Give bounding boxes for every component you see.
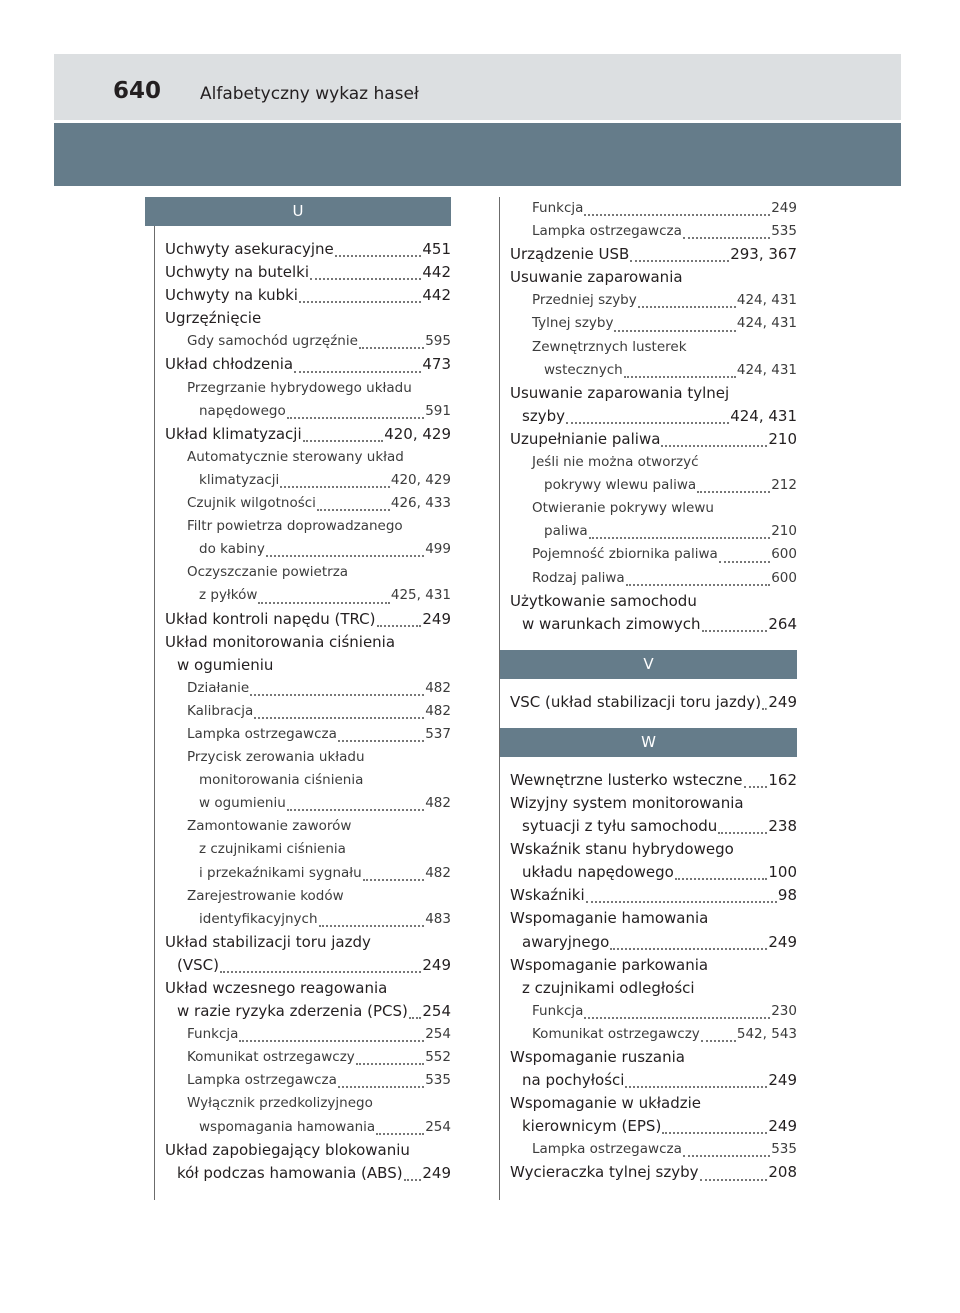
index-entry-term: Wewnętrzne lusterko wsteczne xyxy=(510,770,743,789)
dot-leader xyxy=(700,1179,768,1181)
dot-leader xyxy=(626,584,771,586)
index-entry-term: w warunkach zimowych xyxy=(522,614,701,633)
index-entry-term: Komunikat ostrzegawczy xyxy=(532,1025,700,1042)
index-entry-term: Wycieraczka tylnej szyby xyxy=(510,1163,699,1182)
index-entry-term: Użytkowanie samochodu xyxy=(510,591,697,610)
index-entry-term: Przegrzanie hybrydowego układu xyxy=(187,379,412,396)
dot-leader xyxy=(614,330,735,332)
dot-leader xyxy=(719,561,770,563)
index-entry-page: 542, 543 xyxy=(736,1025,797,1042)
dot-leader xyxy=(589,537,771,539)
index-entry-page: 600 xyxy=(771,546,797,563)
index-entry-term: w razie ryzyka zderzenia (PCS) xyxy=(177,1002,408,1021)
index-entry xyxy=(510,792,797,815)
index-entry-page: 535 xyxy=(425,1072,451,1089)
index-entry-term: Układ chłodzenia xyxy=(165,355,294,374)
index-entry-page: 100 xyxy=(768,863,797,882)
dot-leader xyxy=(409,1017,421,1019)
index-entry xyxy=(165,469,451,492)
index-entry-term: Układ wczesnego reagowania xyxy=(165,979,388,997)
index-entry-term: w ogumieniu xyxy=(199,795,286,812)
index-entry xyxy=(165,608,451,631)
dot-leader xyxy=(363,879,425,881)
index-entry-term: (VSC) xyxy=(177,955,219,974)
index-entry-page: 249 xyxy=(768,1117,797,1136)
index-entry-page: 210 xyxy=(768,429,797,448)
index-entry xyxy=(510,220,797,243)
index-entry-page: 249 xyxy=(422,1163,451,1182)
section-letter-w: W xyxy=(500,728,797,757)
index-entry xyxy=(510,336,797,359)
index-entry-page: 238 xyxy=(768,817,797,836)
index-entry-page: 442 xyxy=(422,286,451,305)
index-entry-term: Uchwyty na kubki xyxy=(165,286,298,305)
dot-leader xyxy=(287,417,425,419)
index-entry-term: klimatyzacji xyxy=(199,471,280,488)
index-entry-term: Funkcja xyxy=(187,1026,239,1043)
index-entry xyxy=(165,561,451,584)
index-entry-page: 208 xyxy=(768,1163,797,1182)
index-entry xyxy=(510,520,797,543)
index-entry xyxy=(165,1116,451,1139)
index-entry xyxy=(165,1162,451,1185)
dot-leader xyxy=(584,1017,770,1019)
index-entry xyxy=(510,359,797,382)
index-entry xyxy=(510,954,797,977)
dot-leader xyxy=(239,1040,424,1042)
dot-leader xyxy=(258,602,389,604)
index-entry-page: 249 xyxy=(422,609,451,628)
index-entry xyxy=(165,723,451,746)
dot-leader xyxy=(697,491,770,493)
index-entry-term: Wyłącznik przedkolizyjnego xyxy=(187,1095,373,1112)
index-entry-term: z czujnikami odległości xyxy=(522,978,695,997)
index-entry xyxy=(165,838,451,861)
index-entry-page: 442 xyxy=(422,263,451,282)
index-entry-page: 249 xyxy=(768,932,797,951)
index-entry xyxy=(510,1092,797,1115)
index-entry xyxy=(510,428,797,451)
index-entry xyxy=(165,1069,451,1092)
index-entry xyxy=(510,815,797,838)
index-list-u xyxy=(155,238,451,1185)
index-entry xyxy=(510,884,797,907)
index-entry-term: Urządzenie USB xyxy=(510,245,630,264)
dot-leader xyxy=(294,371,421,373)
index-entry-term: wspomagania hamowania xyxy=(199,1118,376,1135)
index-list-v xyxy=(500,691,797,714)
index-entry-term: Filtr powietrza doprowadzanego xyxy=(187,518,403,535)
index-entry-page: 483 xyxy=(425,910,451,927)
dot-leader xyxy=(377,625,422,627)
index-entry-page: 535 xyxy=(771,223,797,240)
index-entry-term: Automatycznie sterowany układ xyxy=(187,448,404,465)
index-entry xyxy=(510,405,797,428)
index-entry-term: Ugrzęźnięcie xyxy=(165,309,262,328)
index-entry-page: 249 xyxy=(768,692,797,711)
index-entry-term: Układ zapobiegający blokowaniu xyxy=(165,1140,410,1159)
index-entry-term: Lampka ostrzegawcza xyxy=(187,1072,337,1089)
dot-leader xyxy=(584,214,770,216)
index-entry-term: Układ kontroli napędu (TRC) xyxy=(165,609,376,628)
index-entry xyxy=(165,584,451,607)
index-entry-page: 473 xyxy=(422,355,451,374)
index-entry-page: 420, 429 xyxy=(390,471,451,488)
dot-leader xyxy=(661,445,767,447)
index-entry-page: 600 xyxy=(771,569,797,586)
index-entry-page: 254 xyxy=(425,1026,451,1043)
index-entry-page: 210 xyxy=(771,523,797,540)
index-entry xyxy=(165,1000,451,1023)
index-entry-page: 424, 431 xyxy=(730,406,797,425)
index-entry xyxy=(510,907,797,930)
index-entry xyxy=(510,977,797,1000)
index-entry-page: 424, 431 xyxy=(736,292,797,309)
index-column-right xyxy=(499,197,797,1200)
index-entry-term: VSC (układ stabilizacji toru jazdy) xyxy=(510,692,762,711)
index-entry xyxy=(165,862,451,885)
index-entry xyxy=(510,382,797,405)
dot-leader xyxy=(359,347,424,349)
index-entry-page: 595 xyxy=(425,333,451,350)
index-entry-term: Przycisk zerowania układu xyxy=(187,749,365,766)
index-entry-term: Zamontowanie zaworów xyxy=(187,818,352,835)
index-entry-page: 591 xyxy=(425,402,451,419)
index-entry-term: szyby xyxy=(522,406,565,425)
index-entry-page: 293, 367 xyxy=(730,245,797,264)
index-entry xyxy=(165,746,451,769)
index-entry xyxy=(510,289,797,312)
index-entry xyxy=(510,543,797,566)
dot-leader xyxy=(675,878,768,880)
index-entry-term: Komunikat ostrzegawczy xyxy=(187,1049,355,1066)
index-entry-term: Kalibracja xyxy=(187,702,254,719)
index-entry xyxy=(165,492,451,515)
dot-leader xyxy=(586,901,777,903)
index-entry xyxy=(510,769,797,792)
index-entry xyxy=(165,353,451,376)
index-entry xyxy=(165,446,451,469)
dot-leader xyxy=(266,555,424,557)
index-entry xyxy=(510,613,797,636)
dot-leader xyxy=(683,237,770,239)
index-entry-term: do kabiny xyxy=(199,541,265,558)
dot-leader xyxy=(662,1132,767,1134)
index-entry xyxy=(510,497,797,520)
index-entry xyxy=(165,631,451,654)
index-entry-page: 98 xyxy=(777,886,797,905)
index-entry-term: wstecznych xyxy=(544,361,623,378)
index-entry-page: 212 xyxy=(771,477,797,494)
dot-leader xyxy=(250,694,424,696)
index-entry-term: Oczyszczanie powietrza xyxy=(187,564,349,581)
index-entry-page: 162 xyxy=(768,770,797,789)
index-entry xyxy=(510,1069,797,1092)
index-entry xyxy=(165,307,451,330)
index-entry xyxy=(510,1023,797,1046)
dot-leader xyxy=(356,1063,424,1065)
dot-leader xyxy=(683,1155,770,1157)
index-entry-term: kół podczas hamowania (ABS) xyxy=(177,1163,403,1182)
index-entry xyxy=(510,474,797,497)
dot-leader xyxy=(317,509,390,511)
index-entry-term: awaryjnego xyxy=(522,932,610,951)
index-entry xyxy=(510,1138,797,1161)
page-title: Alfabetyczny wykaz haseł xyxy=(200,84,419,104)
index-entry-term: Uchwyty asekuracyjne xyxy=(165,240,334,258)
index-entry xyxy=(510,838,797,861)
index-entry xyxy=(165,1046,451,1069)
index-entry-term: sytuacji z tyłu samochodu xyxy=(522,817,718,836)
index-entry-page: 249 xyxy=(768,1071,797,1090)
index-entry xyxy=(510,861,797,884)
index-entry-term: Uzupełnianie paliwa xyxy=(510,429,661,448)
index-entry-term: Lampka ostrzegawcza xyxy=(532,223,682,240)
index-entry xyxy=(165,284,451,307)
index-entry-term: Wspomaganie hamowania xyxy=(510,909,709,928)
index-entry-page: 482 xyxy=(425,702,451,719)
index-entry-term: Funkcja xyxy=(532,1002,584,1019)
dot-leader xyxy=(335,255,422,257)
dot-leader xyxy=(404,1179,422,1181)
index-entry-term: na pochyłości xyxy=(522,1071,625,1090)
index-entry xyxy=(165,515,451,538)
index-entry xyxy=(165,400,451,423)
index-entry-page: 230 xyxy=(771,1002,797,1019)
index-entry-page: 424, 431 xyxy=(736,315,797,332)
index-entry-term: identyfikacyjnych xyxy=(199,910,318,927)
index-entry-term: Układ stabilizacji toru jazdy xyxy=(165,932,371,951)
index-entry-term: Wskaźniki xyxy=(510,886,585,905)
index-entry-term: Układ klimatyzacji xyxy=(165,424,302,443)
dot-leader xyxy=(303,440,384,442)
index-entry-term: napędowego xyxy=(199,402,286,419)
index-entry-term: kierownicym (EPS) xyxy=(522,1117,662,1136)
index-entry-term: Pojemność zbiornika paliwa xyxy=(532,546,718,563)
index-entry xyxy=(510,1046,797,1069)
dot-leader xyxy=(254,717,424,719)
index-entry xyxy=(165,954,451,977)
dot-leader xyxy=(630,260,729,262)
index-entry-term: Jeśli nie można otworzyć xyxy=(532,454,699,471)
index-entry-term: układu napędowego xyxy=(522,863,674,882)
index-entry-term: Otwieranie pokrywy wlewu xyxy=(532,500,714,517)
header-band xyxy=(54,54,901,120)
section-letter-v: V xyxy=(500,650,797,679)
index-entry xyxy=(510,312,797,335)
index-entry-term: Funkcja xyxy=(532,200,584,216)
index-entry-term: Lampka ostrzegawcza xyxy=(532,1141,682,1158)
dot-leader xyxy=(319,925,425,927)
index-entry xyxy=(165,261,451,284)
index-entry-page: 535 xyxy=(771,1141,797,1158)
index-entry-term: Tylnej szyby xyxy=(532,315,614,332)
index-entry-page: 425, 431 xyxy=(390,587,451,604)
dot-leader xyxy=(287,809,424,811)
index-entry-term: Wspomaganie ruszania xyxy=(510,1048,685,1066)
index-entry-term: w ogumieniu xyxy=(177,655,274,674)
page-number: 640 xyxy=(113,78,162,104)
index-entry-page: 426, 433 xyxy=(390,495,451,512)
dot-leader xyxy=(638,306,736,308)
index-entry-term: Uchwyty na butelki xyxy=(165,263,310,282)
index-entry-term: monitorowania ciśnienia xyxy=(199,772,364,789)
index-entry-term: Wspomaganie parkowania xyxy=(510,955,709,974)
index-entry xyxy=(510,451,797,474)
index-entry xyxy=(165,977,451,1000)
index-entry xyxy=(165,377,451,400)
dot-leader xyxy=(338,1086,424,1088)
index-entry-term: Wskaźnik stanu hybrydowego xyxy=(510,840,734,859)
index-entry xyxy=(165,885,451,908)
index-entry-term: Zarejestrowanie kodów xyxy=(187,887,344,904)
index-entry xyxy=(165,677,451,700)
index-entry xyxy=(165,1139,451,1162)
index-entry-page: 482 xyxy=(425,864,451,881)
index-entry xyxy=(165,654,451,677)
index-entry-term: Usuwanie zaparowania xyxy=(510,268,683,287)
index-entry xyxy=(165,931,451,954)
index-column-left xyxy=(154,197,451,1200)
index-list-u-cont xyxy=(500,197,797,636)
index-entry xyxy=(510,691,797,714)
index-entry-term: Gdy samochód ugrzęźnie xyxy=(187,333,358,350)
index-entry xyxy=(165,908,451,931)
index-entry-page: 499 xyxy=(425,541,451,558)
index-entry xyxy=(510,243,797,266)
index-entry-page: 249 xyxy=(422,955,451,974)
dot-leader xyxy=(744,786,768,788)
index-entry xyxy=(510,1115,797,1138)
index-entry xyxy=(510,931,797,954)
dot-leader xyxy=(625,1086,767,1088)
index-entry-page: 254 xyxy=(425,1118,451,1135)
index-entry-term: Zewnętrznych lusterek xyxy=(532,338,687,355)
index-entry xyxy=(165,330,451,353)
index-entry xyxy=(165,792,451,815)
index-entry-term: Działanie xyxy=(187,679,250,696)
index-entry-term: Przedniej szyby xyxy=(532,292,637,309)
index-entry xyxy=(165,769,451,792)
index-list-w xyxy=(500,769,797,1185)
index-entry xyxy=(510,266,797,289)
index-entry xyxy=(165,700,451,723)
index-entry-term: Wizyjny system monitorowania xyxy=(510,793,744,812)
index-entry-term: Lampka ostrzegawcza xyxy=(187,725,337,742)
dot-leader xyxy=(566,422,729,424)
index-entry xyxy=(165,1092,451,1115)
index-entry-term: i przekaźnikami sygnału xyxy=(199,864,362,881)
dot-leader xyxy=(376,1133,424,1135)
dot-leader xyxy=(702,630,768,632)
index-entry-page: 420, 429 xyxy=(384,424,451,443)
dot-leader xyxy=(718,832,767,834)
index-entry-page: 482 xyxy=(425,679,451,696)
index-entry xyxy=(165,815,451,838)
dot-leader xyxy=(610,948,767,950)
index-entry-page: 249 xyxy=(771,200,797,216)
dot-leader xyxy=(762,708,767,710)
dot-leader xyxy=(624,376,736,378)
index-entry-page: 264 xyxy=(768,614,797,633)
index-entry xyxy=(510,567,797,590)
dot-leader xyxy=(280,486,390,488)
index-entry xyxy=(510,1000,797,1023)
index-entry xyxy=(165,538,451,561)
index-entry-page: 424, 431 xyxy=(736,361,797,378)
index-entry-page: 482 xyxy=(425,795,451,812)
header-decoration-band xyxy=(54,123,901,186)
dot-leader xyxy=(701,1040,736,1042)
index-entry-page: 552 xyxy=(425,1049,451,1066)
index-entry-term: Wspomaganie w układzie xyxy=(510,1094,702,1113)
index-entry xyxy=(165,423,451,446)
index-entry-term: z czujnikami ciśnienia xyxy=(199,841,346,858)
dot-leader xyxy=(299,301,421,303)
index-entry-term: pokrywy wlewu paliwa xyxy=(544,477,697,494)
index-entry-term: Rodzaj paliwa xyxy=(532,569,625,586)
index-entry-term: Usuwanie zaparowania tylnej xyxy=(510,383,730,402)
index-entry-page: 537 xyxy=(425,725,451,742)
dot-leader xyxy=(310,278,421,280)
dot-leader xyxy=(338,740,424,742)
section-letter-u: U xyxy=(145,197,451,226)
index-entry-term: z pyłków xyxy=(199,587,258,604)
index-entry-page: 451 xyxy=(422,240,451,258)
index-entry xyxy=(510,590,797,613)
index-entry xyxy=(510,1161,797,1184)
index-entry xyxy=(165,1023,451,1046)
index-entry-term: paliwa xyxy=(544,523,588,540)
index-entry xyxy=(510,197,797,220)
index-entry-page: 254 xyxy=(422,1002,451,1021)
index-entry xyxy=(165,238,451,261)
dot-leader xyxy=(220,971,421,973)
index-entry-term: Czujnik wilgotności xyxy=(187,495,316,512)
index-entry-term: Układ monitorowania ciśnienia xyxy=(165,632,396,651)
